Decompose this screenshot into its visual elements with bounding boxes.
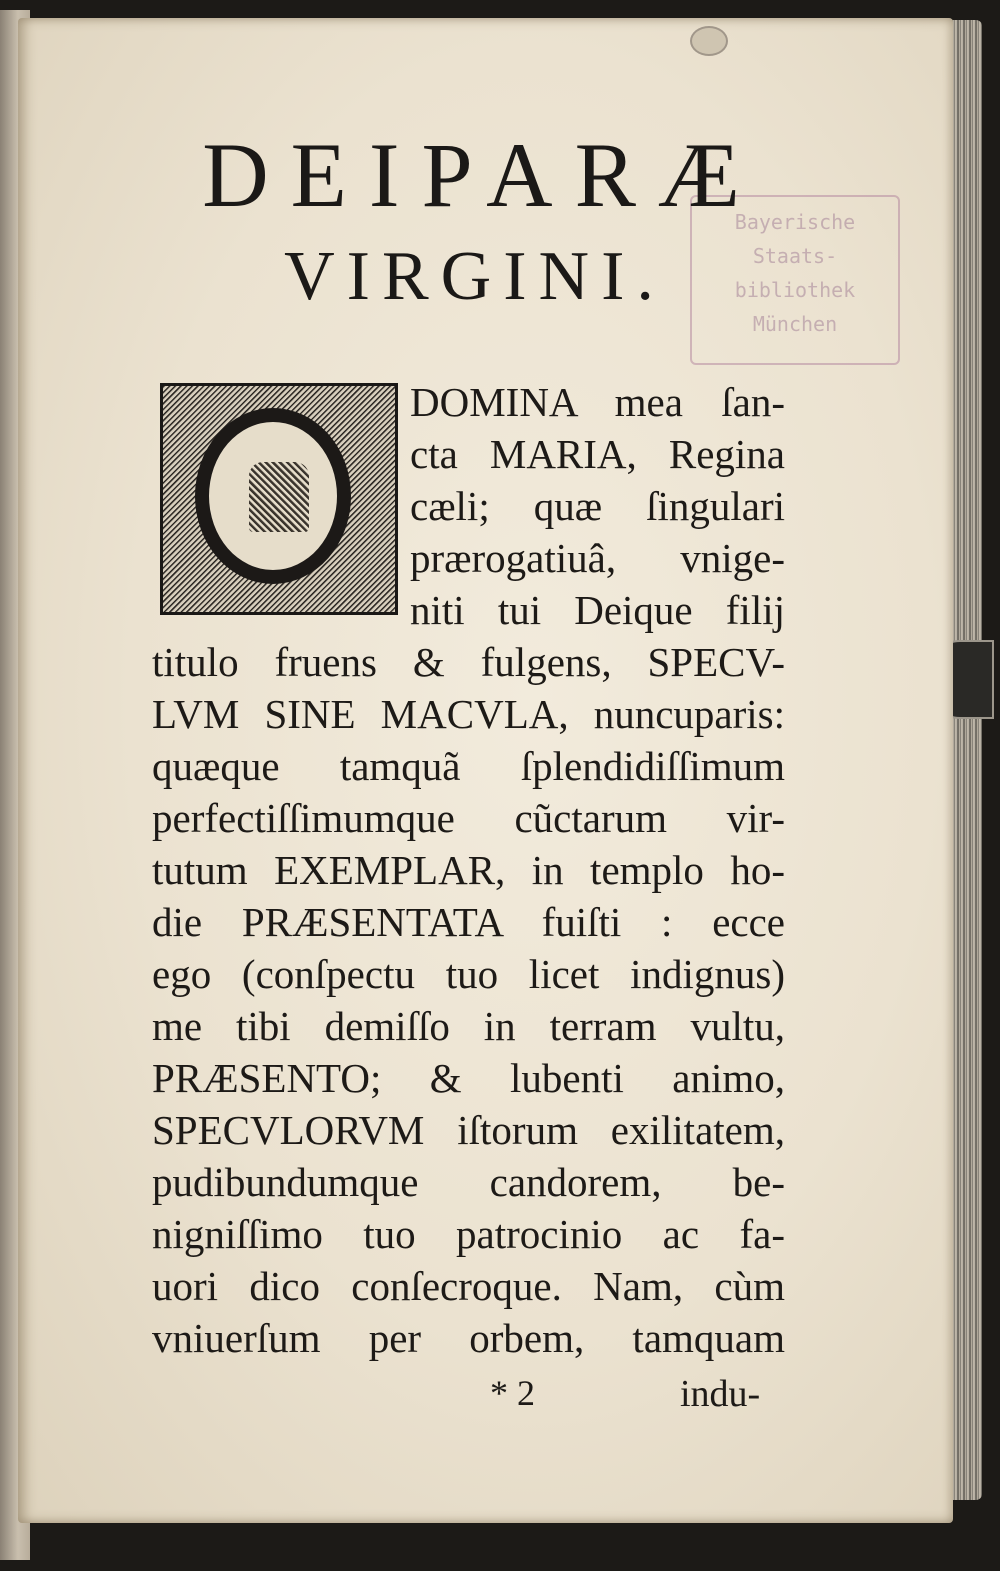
page-heading <box>125 120 825 322</box>
text-line: prærogatiuâ, vnige- <box>410 535 785 581</box>
text-line: die PRÆSENTATA fuiſti : ecce <box>152 899 785 945</box>
stamp-line: München <box>752 312 838 336</box>
text-line: vniuerſum per orbem, tamquam <box>152 1315 785 1361</box>
text-line: PRÆSENTO; & lubenti animo, <box>152 1055 785 1101</box>
text-line: titulo fruens & fulgens, SPECV- <box>152 639 785 685</box>
text-line: DOMINA mea ſan- <box>410 379 785 425</box>
text-line: cæli; quæ ſingulari <box>410 483 785 529</box>
text-line: perfectiſſimumque cũctarum vir- <box>152 795 785 841</box>
heading-line-2: VIRGINI. <box>284 238 666 315</box>
text-line: cta MARIA, Regina <box>410 431 785 477</box>
heading-line-1: DEIPARÆ <box>202 124 762 226</box>
paper-hole <box>690 26 728 56</box>
text-line: LVM SINE MACVLA, nuncuparis: <box>152 691 785 737</box>
text-line: ego (conſpectu tuo licet indignus) <box>152 951 785 997</box>
stamp-line: bibliothek <box>734 278 856 302</box>
text-line: niti tui Deique filij <box>410 587 785 633</box>
stamp-line: Bayerische <box>734 210 856 234</box>
text-line: tutum EXEMPLAR, in templo ho- <box>152 847 785 893</box>
text-line: quæque tamquã ſplendidiſſimum <box>152 743 785 789</box>
decorated-initial <box>160 383 398 615</box>
text-line: SPECVLORVM iſtorum exilitatem, <box>152 1107 785 1153</box>
catchword: indu- <box>680 1373 761 1415</box>
signature-mark: * 2 <box>490 1373 535 1413</box>
text-line: nigniſſimo tuo patrocinio ac fa- <box>152 1211 785 1257</box>
text-line: uori dico conſecroque. Nam, cùm <box>152 1263 785 1309</box>
text-line: me tibi demiſſo in terram vultu, <box>152 1003 785 1049</box>
text-line: pudibundumque candorem, be- <box>152 1159 785 1205</box>
stamp-line: Staats- <box>752 244 838 268</box>
